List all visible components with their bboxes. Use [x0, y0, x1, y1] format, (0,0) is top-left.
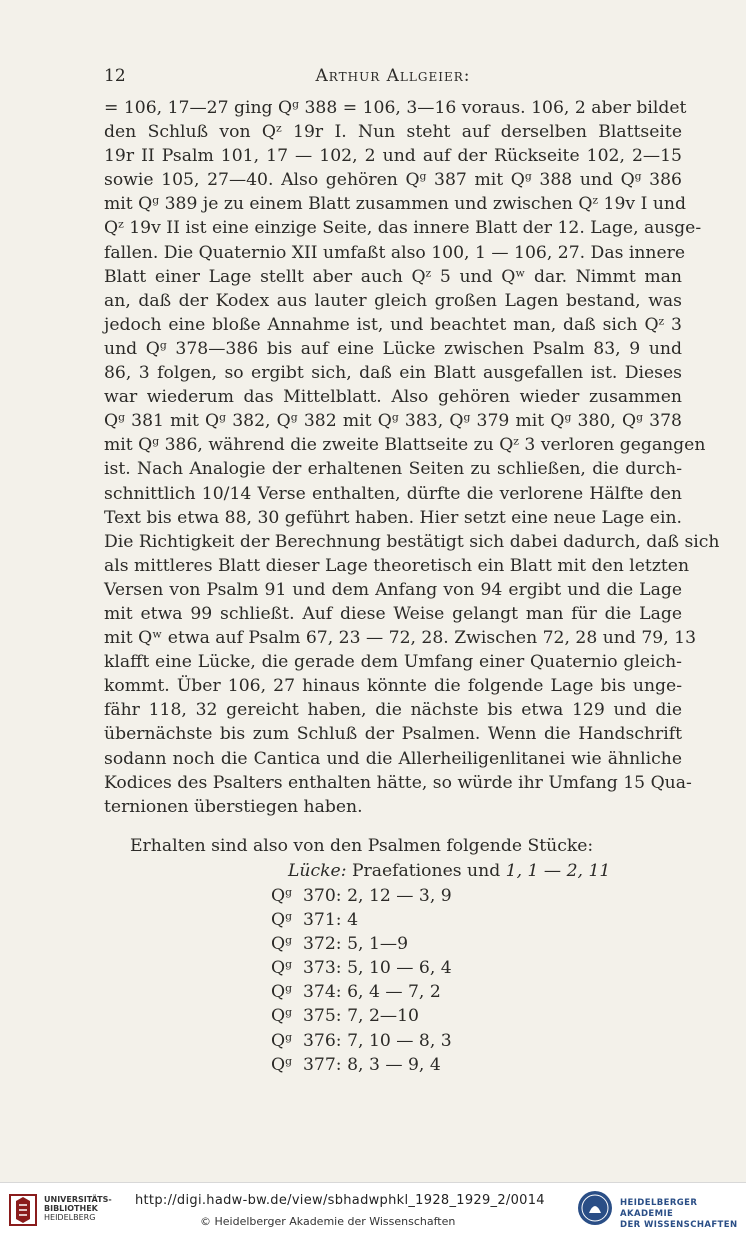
- body-line: Die Richtigkeit der Berechnung bestätigt sich dabei dadurch, daß sich: [104, 531, 720, 552]
- fragment-entry: [271, 980, 452, 1004]
- body-line: übernächste bis zum Schluß der Psalmen. Wenn die Handschrift: [104, 724, 682, 745]
- page-header: [104, 66, 682, 90]
- body-line: Versen von Psalm 91 und dem Anfang von 94 ergibt und die Lage: [104, 579, 682, 600]
- fragment-siglum: Qᵍ: [271, 910, 292, 931]
- body-line: und Qᵍ 378—386 bis auf eine Lücke zwischen Psalm 83, 9 und: [104, 338, 682, 359]
- fragment-number: 372:: [303, 934, 342, 955]
- page-number: 12: [104, 66, 126, 86]
- fragment-siglum: Qᵍ: [271, 1006, 292, 1027]
- body-line: Qᵍ 381 mit Qᵍ 382, Qᵍ 382 mit Qᵍ 383, Qᵍ 379 mit Qᵍ 380, Qᵍ 378: [104, 411, 682, 432]
- fragment-range: 2, 12 — 3, 9: [347, 886, 452, 906]
- fragment-range: 8, 3 — 9, 4: [347, 1054, 441, 1075]
- body-line: als mittleres Blatt dieser Lage theoretisch ein Blatt mit den letzten: [104, 555, 690, 576]
- body-line: Text bis etwa 88, 30 geführt haben. Hier setzt eine neue Lage ein.: [104, 507, 683, 528]
- fragment-entry: [271, 1004, 452, 1028]
- ub-line-3: HEIDELBERG: [44, 1213, 96, 1222]
- fragment-range: 5, 1—9: [347, 934, 408, 955]
- fragment-entry: [271, 932, 452, 956]
- body-line: jedoch eine bloße Annahme ist, und beachtet man, daß sich Qᶻ 3: [104, 314, 682, 335]
- body-line: klafft eine Lücke, die gerade dem Umfang einer Quaternio gleich-: [104, 652, 682, 673]
- copyright-notice: © Heidelberger Akademie der Wissenschaften: [200, 1215, 456, 1228]
- fragment-number: 374:: [303, 982, 342, 1003]
- body-line: fähr 118, 32 gereicht haben, die nächste bis etwa 129 und die: [104, 700, 682, 721]
- footer-bar: [0, 1182, 746, 1237]
- body-line: ternionen überstiegen haben.: [104, 796, 363, 817]
- academy-seal-icon: [576, 1189, 614, 1227]
- fragment-range: 5, 10 — 6, 4: [347, 958, 452, 979]
- body-line: mit Qʷ etwa auf Psalm 67, 23 — 72, 28. Zwischen 72, 28 und 79, 13: [104, 628, 697, 649]
- fragment-siglum: Qᵍ: [271, 1030, 292, 1051]
- fragment-entry: [271, 1029, 452, 1053]
- running-head: Arthur Allgeier:: [315, 66, 471, 86]
- psalm-fragment-list: [271, 884, 452, 1077]
- body-line: 86, 3 folgen, so ergibt sich, daß ein Blatt ausgefallen ist. Dieses: [104, 363, 682, 384]
- university-library-name: [44, 1195, 112, 1222]
- body-line: Qᶻ 19v II ist eine einzige Seite, das innere Blatt der 12. Lage, ausge-: [104, 218, 702, 239]
- fragment-siglum: Qᵍ: [271, 1054, 292, 1075]
- body-line: = 106, 17—27 ging Qᵍ 388 = 106, 3—16 voraus. 106, 2 aber bildet: [104, 98, 687, 118]
- ub-line-2: BIBLIOTHEK: [44, 1204, 98, 1213]
- body-line: schnittlich 10/14 Verse enthalten, dürfte die verlorene Hälfte den: [104, 483, 682, 504]
- luecke-ref: 1, 1 — 2, 11: [505, 861, 611, 881]
- fragment-entry: [271, 884, 452, 908]
- fragment-range: 4: [347, 910, 359, 931]
- fragment-siglum: Qᵍ: [271, 982, 292, 1003]
- body-line: sodann noch die Cantica und die Allerheiligenlitanei wie ähnliche: [104, 748, 682, 769]
- body-line: Kodices des Psalters enthalten hätte, so würde ihr Umfang 15 Qua-: [104, 772, 692, 793]
- body-line: mit etwa 99 schließt. Auf diese Weise gelangt man für die Lage: [104, 603, 682, 624]
- body-line: fallen. Die Quaternio XII umfaßt also 100, 1 — 106, 27. Das innere: [104, 242, 686, 263]
- body-line: mit Qᵍ 386, während die zweite Blattseite zu Qᶻ 3 verloren gegangen: [104, 435, 706, 456]
- fragment-range: 7, 2—10: [347, 1006, 419, 1027]
- fragment-entry: [271, 908, 452, 932]
- list-intro: Erhalten sind also von den Psalmen folgende Stücke:: [130, 836, 594, 856]
- fragment-siglum: Qᵍ: [271, 934, 292, 955]
- fragment-range: 7, 10 — 8, 3: [347, 1030, 452, 1051]
- fragment-number: 370:: [303, 886, 342, 906]
- fragment-range: 6, 4 — 7, 2: [347, 982, 441, 1003]
- ub-line-1: UNIVERSITÄTS-: [44, 1195, 112, 1204]
- hadw-line-2: DER WISSENSCHAFTEN: [620, 1220, 738, 1230]
- body-line: an, daß der Kodex aus lauter gleich großen Lagen bestand, was: [104, 290, 682, 311]
- permalink-url[interactable]: http://digi.hadw-bw.de/view/sbhadwphkl_1928_1929_2/0014: [135, 1193, 545, 1208]
- luecke-line: [288, 859, 610, 883]
- hadw-line-1: HEIDELBERGER AKADEMIE: [620, 1198, 698, 1219]
- luecke-text: Praefationes und: [351, 861, 501, 881]
- body-line: war wiederum das Mittelblatt. Also gehören wieder zusammen: [104, 387, 682, 408]
- academy-name: [620, 1198, 746, 1231]
- university-library-logo-icon: [8, 1193, 38, 1227]
- body-line: Blatt einer Lage stellt aber auch Qᶻ 5 und Qʷ dar. Nimmt man: [104, 266, 682, 287]
- fragment-number: 377:: [303, 1054, 342, 1075]
- fragment-entry: [271, 956, 452, 980]
- body-line: 19r II Psalm 101, 17 — 102, 2 und auf der Rückseite 102, 2—15: [104, 146, 682, 167]
- body-line: sowie 105, 27—40. Also gehören Qᵍ 387 mit Qᵍ 388 und Qᵍ 386: [104, 170, 682, 191]
- body-line: ist. Nach Analogie der erhaltenen Seiten zu schließen, die durch-: [104, 459, 682, 480]
- fragment-number: 371:: [303, 910, 342, 931]
- fragment-siglum: Qᵍ: [271, 886, 292, 906]
- body-line: den Schluß von Qᶻ 19r I. Nun steht auf derselben Blattseite: [104, 122, 682, 143]
- body-line: mit Qᵍ 389 je zu einem Blatt zusammen und zwischen Qᶻ 19v I und: [104, 194, 686, 215]
- fragment-siglum: Qᵍ: [271, 958, 292, 979]
- luecke-label: Lücke:: [288, 861, 347, 881]
- fragment-number: 375:: [303, 1006, 342, 1027]
- body-line: kommt. Über 106, 27 hinaus könnte die folgende Lage bis unge-: [104, 676, 682, 697]
- fragment-number: 376:: [303, 1030, 342, 1051]
- fragment-entry: [271, 1053, 452, 1077]
- body-text: [104, 96, 720, 819]
- fragment-number: 373:: [303, 958, 342, 979]
